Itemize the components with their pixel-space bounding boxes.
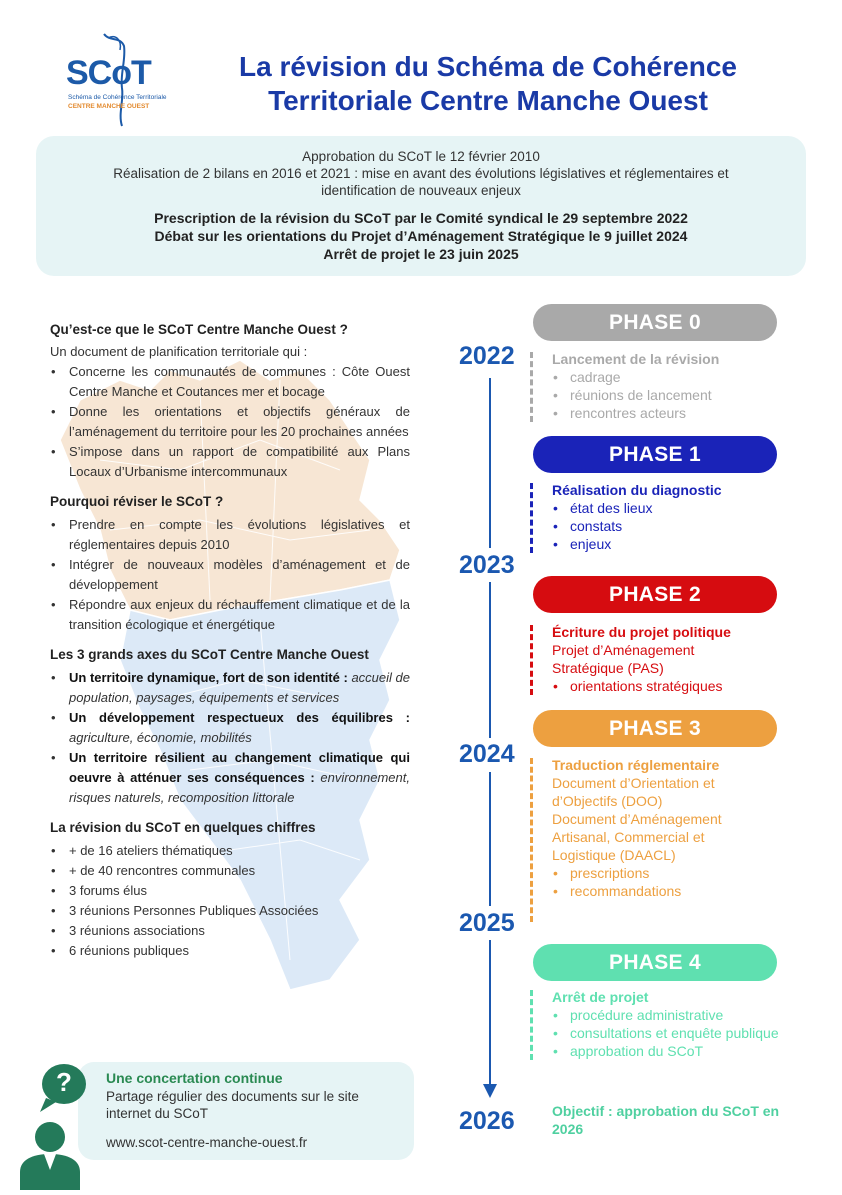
phase-3-line: Logistique (DAACL)	[552, 847, 676, 863]
intro-prescription: Prescription de la révision du SCoT par le Comité syndical le 29 septembre 2022	[154, 210, 688, 226]
intro-enjeux: identification de nouveaux enjeux	[321, 183, 521, 198]
list-item: • orientations stratégiques	[552, 677, 780, 695]
phase-2-title: Écriture du projet politique	[552, 624, 731, 640]
list-item: • 3 réunions associations	[50, 921, 410, 941]
phase-2-details	[530, 623, 780, 695]
list-item: • Intégrer de nouveaux modèles d’aménagement et de développement	[50, 555, 410, 595]
year-2025: 2025	[459, 909, 515, 937]
list-item: • enjeux	[552, 535, 780, 553]
axis-detail: accueil de population, paysages, équipements et services	[69, 670, 410, 705]
phase-4-details	[530, 988, 780, 1060]
axis-item	[50, 668, 410, 708]
list-item: • rencontres acteurs	[552, 404, 780, 422]
list-item: • 3 réunions Personnes Publiques Associées	[50, 901, 410, 921]
axis-title: Un territoire résilient au changement climatique qui oeuvre à atténuer ses conséquences :	[69, 750, 410, 785]
section-axes-list	[50, 668, 410, 808]
list-item: • état des lieux	[552, 499, 780, 517]
list-item: • 6 réunions publiques	[50, 941, 410, 961]
section-axes-heading: Les 3 grands axes du SCoT Centre Manche Ouest	[50, 647, 369, 662]
axis-item	[50, 748, 410, 808]
list-item: • 3 forums élus	[50, 881, 410, 901]
phase-4-pill: PHASE 4	[533, 944, 777, 981]
axis-item	[50, 708, 410, 748]
list-item: • procédure administrative	[552, 1006, 780, 1024]
phase-1-dash	[530, 483, 533, 553]
phase-0-dash	[530, 352, 533, 422]
intro-box	[36, 136, 806, 276]
list-item: • constats	[552, 517, 780, 535]
phase-3-line: Document d’Orientation et	[552, 775, 715, 791]
phase-3-line: Artisanal, Commercial et	[552, 829, 705, 845]
intro-bilans: Réalisation de 2 bilans en 2016 et 2021 : mise en avant des évolutions législatives et réglementaires et	[113, 166, 729, 181]
list-item: • consultations et enquête publique	[552, 1024, 780, 1042]
year-2024: 2024	[459, 740, 515, 768]
list-item: • Concerne les communautés de communes : Côte Ouest Centre Manche et Coutances mer et bocage	[50, 362, 410, 402]
website-link[interactable]: www.scot-centre-manche-ouest.fr	[106, 1135, 308, 1150]
left-column	[50, 322, 410, 973]
phase-4-title: Arrêt de projet	[552, 989, 649, 1005]
year-2023: 2023	[459, 551, 515, 579]
section-why-list	[50, 515, 410, 635]
year-2026: 2026	[459, 1107, 515, 1135]
list-item: • réunions de lancement	[552, 386, 780, 404]
list-item: • + de 16 ateliers thématiques	[50, 841, 410, 861]
phase-3-title: Traduction réglementaire	[552, 757, 720, 773]
list-item: • cadrage	[552, 368, 780, 386]
phase-0-pill: PHASE 0	[533, 304, 777, 341]
list-item: • + de 40 rencontres communales	[50, 861, 410, 881]
section-what-heading: Qu’est-ce que le SCoT Centre Manche Ouest ?	[50, 322, 348, 337]
axis-detail: agriculture, économie, mobilités	[69, 730, 252, 745]
list-item: • approbation du SCoT	[552, 1042, 780, 1060]
phase-0-details	[530, 350, 780, 422]
list-item: • S’impose dans un rapport de compatibilité aux Plans Locaux d’Urbanisme intercommunaux	[50, 442, 410, 482]
axis-title: Un territoire dynamique, fort de son identité :	[69, 670, 348, 685]
intro-debat: Débat sur les orientations du Projet d’Aménagement Stratégique le 9 juillet 2024	[154, 228, 688, 244]
logo-name: SCoT	[66, 54, 151, 92]
phase-2-line: Stratégique (PAS)	[552, 660, 664, 676]
intro-arret: Arrêt de projet le 23 juin 2025	[323, 246, 519, 262]
phase-4-dash	[530, 990, 533, 1060]
timeline-line	[470, 360, 510, 1100]
list-item: • recommandations	[552, 882, 780, 900]
axis-detail: environnement, risques naturels, recomposition littorale	[69, 770, 410, 805]
concertation-desc: Partage régulier des documents sur le site internet du SCoT	[106, 1089, 359, 1121]
concertation-box	[78, 1062, 414, 1160]
phase-3-line: Document d’Aménagement	[552, 811, 722, 827]
section-what-lead: Un document de planification territoriale qui :	[50, 344, 308, 359]
title-line-1: La révision du Schéma de Cohérence	[239, 51, 737, 82]
phase-1-details	[530, 481, 780, 553]
page-title	[188, 50, 788, 118]
phase-3-details	[530, 756, 780, 922]
phase-3-line: d’Objectifs (DOO)	[552, 793, 663, 809]
phase-3-pill: PHASE 3	[533, 710, 777, 747]
phase-1-title: Réalisation du diagnostic	[552, 482, 722, 498]
list-item: • Prendre en compte les évolutions législatives et réglementaires depuis 2010	[50, 515, 410, 555]
section-what-list	[50, 362, 410, 482]
title-line-2: Territoriale Centre Manche Ouest	[268, 85, 708, 116]
objective-text: Objectif : approbation du SCoT en 2026	[552, 1103, 780, 1137]
intro-approval: Approbation du SCoT le 12 février 2010	[302, 149, 540, 164]
question-mark: ?	[56, 1067, 72, 1097]
logo-subtitle: Schéma de Cohérence Territoriale	[68, 94, 167, 101]
phase-0-title: Lancement de la révision	[552, 351, 720, 367]
phase-3-dash	[530, 758, 533, 922]
logo-region: CENTRE MANCHE OUEST	[68, 103, 150, 110]
list-item: • Donne les orientations et objectifs généraux de l’aménagement du territoire pour les 20 prochaines années	[50, 402, 410, 442]
phase-2-dash	[530, 625, 533, 695]
list-item: • Répondre aux enjeux du réchauffement climatique et de la transition écologique et énergétique	[50, 595, 410, 635]
section-figures-heading: La révision du SCoT en quelques chiffres	[50, 820, 316, 835]
section-why-heading: Pourquoi réviser le SCoT ?	[50, 494, 224, 509]
year-2022: 2022	[459, 342, 515, 370]
concertation-title: Une concertation continue	[106, 1070, 283, 1086]
section-figures-list	[50, 841, 410, 961]
phase-2-pill: PHASE 2	[533, 576, 777, 613]
list-item: • prescriptions	[552, 864, 780, 882]
phase-1-pill: PHASE 1	[533, 436, 777, 473]
phase-2-line: Projet d’Aménagement	[552, 642, 695, 658]
axis-title: Un développement respectueux des équilibres :	[69, 710, 410, 725]
person-question-icon	[16, 1064, 92, 1190]
scot-logo	[60, 30, 170, 130]
